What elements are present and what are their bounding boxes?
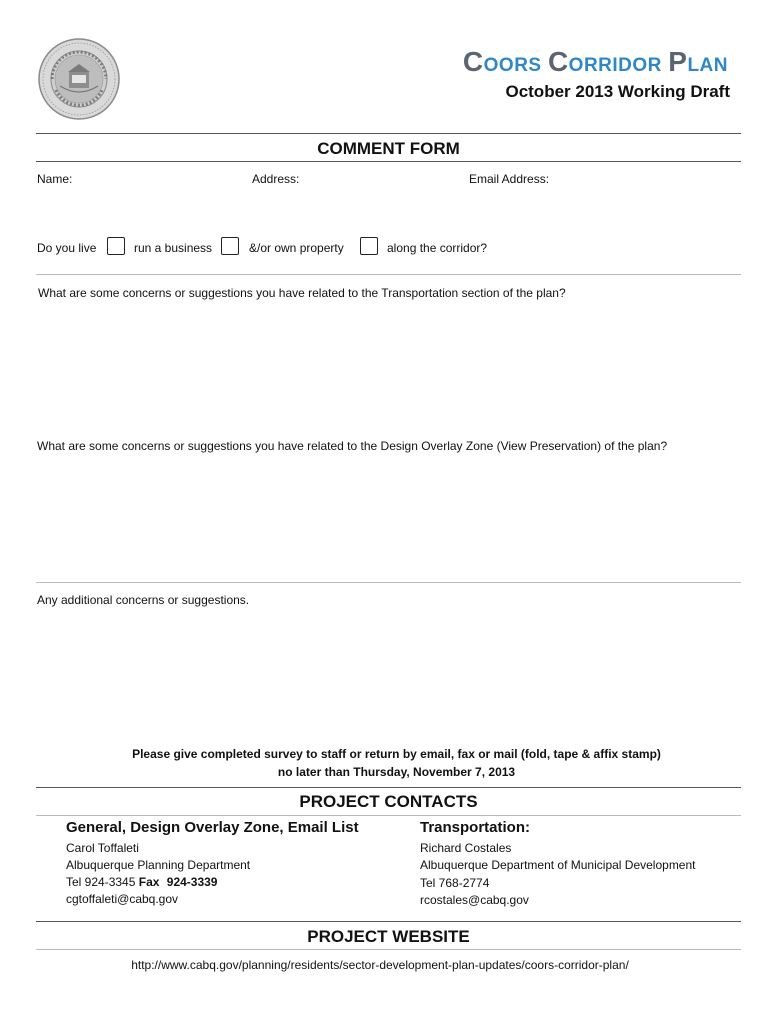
business-checkbox[interactable]	[221, 237, 239, 255]
divider	[36, 274, 741, 275]
live-checkbox[interactable]	[107, 237, 125, 255]
contact-left-fax: 924-3339	[166, 875, 218, 889]
contact-right-dept: Albuquerque Department of Municipal Development	[420, 858, 696, 872]
contact-left-heading: General, Design Overlay Zone, Email List	[66, 819, 359, 836]
divider	[36, 949, 741, 950]
property-checkbox[interactable]	[360, 237, 378, 255]
additional-question: Any additional concerns or suggestions.	[37, 593, 250, 607]
contact-left-dept: Albuquerque Planning Department	[66, 858, 251, 872]
form-title: COMMENT FORM	[317, 139, 460, 158]
contact-left-email[interactable]: cgtoffaleti@cabq.gov	[66, 892, 179, 906]
logo-initial-c2: C	[547, 46, 569, 77]
name-label: Name:	[37, 172, 73, 186]
city-seal-icon	[38, 38, 120, 120]
contact-left-fax-label: Fax	[138, 875, 160, 889]
corridor-label: along the corridor?	[387, 241, 488, 255]
return-instructions: Please give completed survey to staff or return by email, fax or mail (fold, tape & affix stamp)	[132, 747, 661, 761]
contact-left-phone	[66, 875, 217, 889]
logo-initial-p: P	[668, 46, 688, 77]
divider	[36, 161, 741, 162]
property-label: &/or own property	[249, 241, 344, 255]
website-title: PROJECT WEBSITE	[307, 927, 470, 946]
divider	[36, 582, 741, 583]
transportation-question: What are some concerns or suggestions you have related to the Transportation section of the plan?	[38, 286, 566, 300]
logo-initial-c1: C	[462, 46, 484, 77]
contact-left-tel: Tel 924-3345	[66, 875, 136, 889]
draft-subtitle: October 2013 Working Draft	[505, 82, 730, 101]
logo-word-plan: LAN	[687, 55, 728, 76]
logo-word-coors: OORS	[483, 55, 542, 76]
divider	[36, 787, 741, 788]
contact-left-name: Carol Toffaleti	[66, 841, 139, 855]
contact-right-heading: Transportation:	[420, 819, 531, 836]
contacts-title: PROJECT CONTACTS	[299, 792, 478, 811]
business-label: run a business	[134, 241, 213, 255]
coors-corridor-plan-logo	[463, 46, 728, 78]
website-url[interactable]: http://www.cabq.gov/planning/residents/sector-development-plan-updates/coors-corridor-plan/	[131, 958, 629, 972]
contact-right-name: Richard Costales	[420, 841, 512, 855]
contact-right-email[interactable]: rcostales@cabq.gov	[420, 893, 529, 907]
live-label: Do you live	[37, 241, 97, 255]
divider	[36, 921, 741, 922]
return-deadline: no later than Thursday, November 7, 2013	[277, 765, 516, 779]
divider	[36, 815, 741, 816]
email-label: Email Address:	[469, 172, 550, 186]
design-overlay-question: What are some concerns or suggestions you have related to the Design Overlay Zone (View Preservation) of the plan?	[37, 439, 668, 453]
contact-right-tel: Tel 768-2774	[420, 876, 490, 890]
logo-word-corridor: ORRIDOR	[568, 55, 662, 76]
address-label: Address:	[252, 172, 300, 186]
divider	[36, 133, 741, 134]
